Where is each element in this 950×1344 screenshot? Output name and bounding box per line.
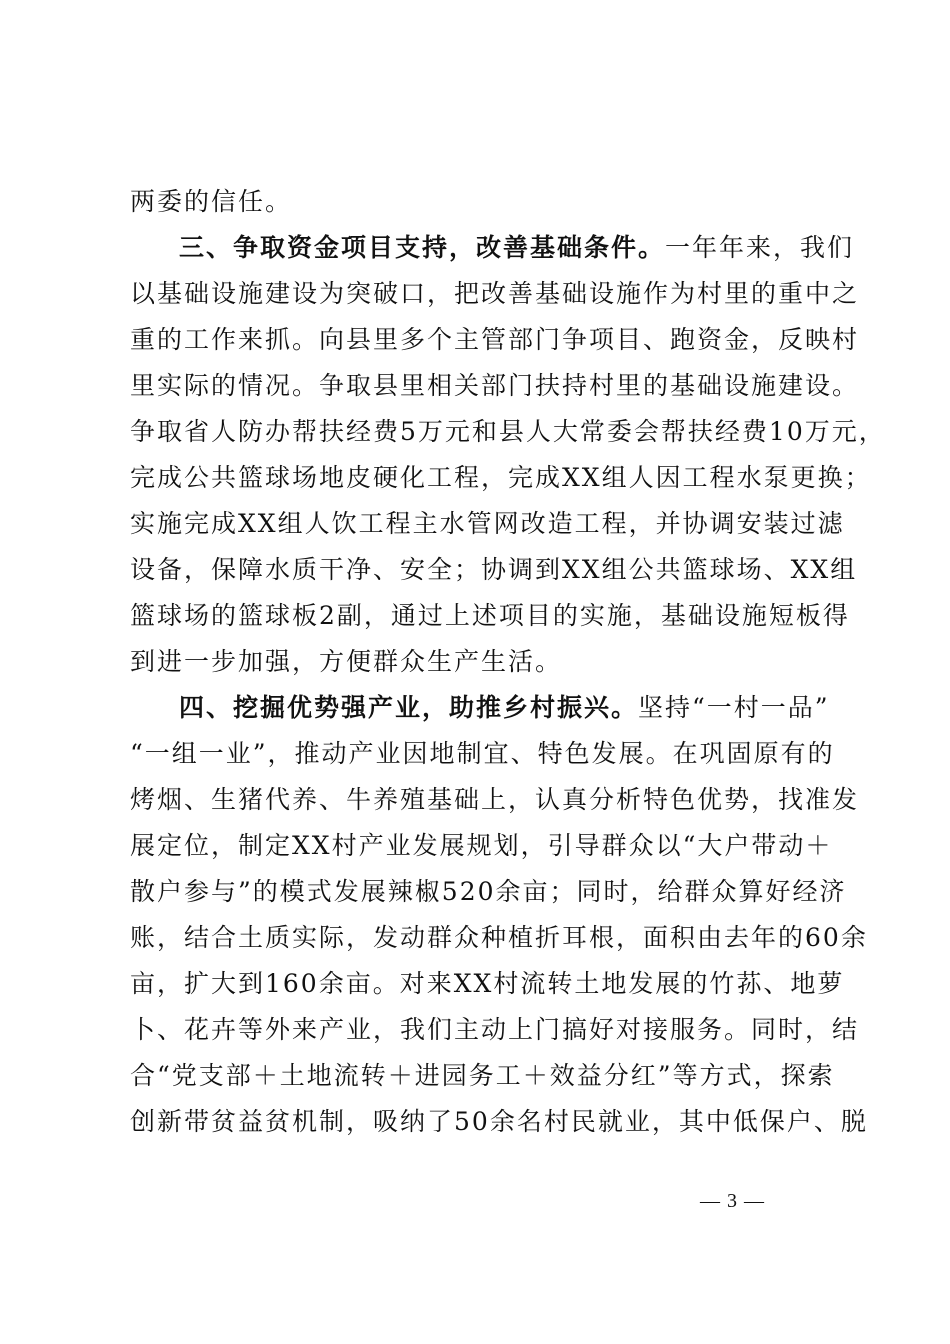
section-heading-funding: 三、争取资金项目支持，改善基础条件。 [179,233,666,262]
text-line [130,961,845,1007]
text-line [130,363,860,409]
line-text: 展定位，制定XX村产业发展规划，引导群众以“大户带动＋ [130,831,833,860]
text-line [130,823,833,869]
line-text: 争取省人防办帮扶经费5万元和县人大常委会帮扶经费10万元， [130,417,886,446]
line-text: 散户参与”的模式发展辣椒520余亩；同时，给群众算好经济 [130,877,847,906]
line-text: 烤烟、生猪代养、牛养殖基础上，认真分析特色优势，找准发 [130,785,860,814]
line-text: 亩，扩大到160余亩。对来XX村流转土地发展的竹荪、地萝 [130,969,845,998]
line-text: 完成公共篮球场地皮硬化工程，完成XX组人因工程水泵更换； [130,463,872,492]
line-text: 坚持“一村一品” [638,693,830,722]
line-text: 设备，保障水质干净、安全；协调到XX组公共篮球场、XX组 [130,555,858,584]
text-line [130,271,860,317]
line-text: 两委的信任。 [130,187,293,216]
text-line [130,639,830,685]
line-text: 里实际的情况。争取县里相关部门扶持村里的基础设施建设。 [130,371,860,400]
text-line [130,455,872,501]
text-line [130,915,868,961]
text-line [130,1007,860,1053]
line-text: 到进一步加强，方便群众生产生活。 [130,647,563,676]
line-text: 篮球场的篮球板2副，通过上述项目的实施，基础设施短板得 [130,601,850,630]
line-text: 合“党支部＋土地流转＋进园务工＋效益分红”等方式，探索 [130,1061,835,1090]
section-heading-line [179,225,855,271]
text-line [130,317,860,363]
text-line [130,593,850,639]
text-line [130,409,886,455]
line-text: “一组一业”，推动产业因地制宜、特色发展。在巩固原有的 [130,739,835,768]
line-text: 账，结合土质实际，发动群众种植折耳根，面积由去年的60余 [130,923,868,952]
section-heading-industry: 四、挖掘优势强产业，助推乡村振兴。 [179,693,639,722]
text-line [130,1099,868,1145]
line-text: 实施完成XX组人饮工程主水管网改造工程，并协调安装过滤 [130,509,845,538]
page-number: — 3 — [700,1190,765,1212]
text-line [130,869,847,915]
line-text: 一年年来，我们 [665,233,855,262]
text-line [130,501,845,547]
text-line [130,731,835,777]
line-text: 重的工作来抓。向县里多个主管部门争项目、跑资金，反映村 [130,325,860,354]
section-heading-line [179,685,830,731]
line-text: 卜、花卉等外来产业，我们主动上门搞好对接服务。同时，结 [130,1015,860,1044]
text-line [130,1053,835,1099]
text-line [130,777,860,823]
text-line [130,547,858,593]
line-text: 创新带贫益贫机制，吸纳了50余名村民就业，其中低保户、脱 [130,1107,868,1136]
text-line [130,179,830,225]
line-text: 以基础设施建设为突破口，把改善基础设施作为村里的重中之 [130,279,860,308]
